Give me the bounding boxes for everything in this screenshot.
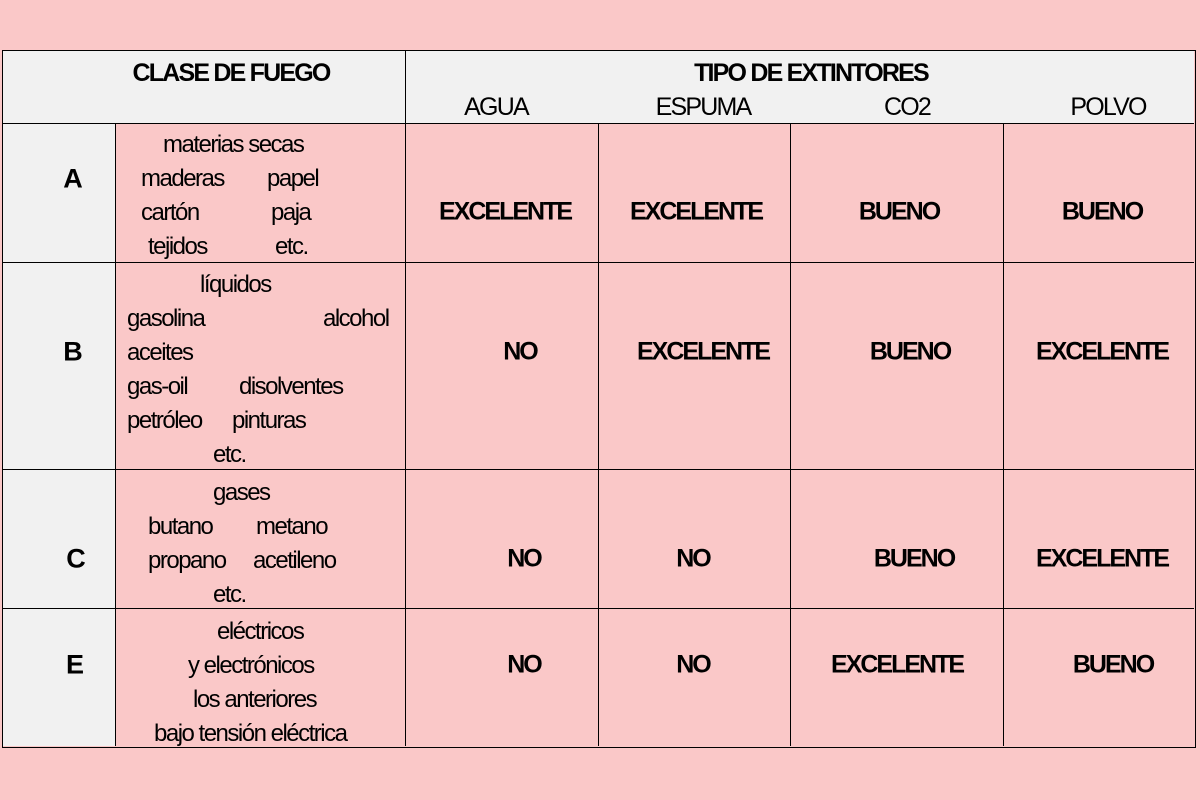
rating-a-espuma: EXCELENTE (629, 197, 763, 226)
col-divider-class (115, 123, 116, 746)
rating-c-espuma: NO (676, 544, 710, 573)
class-column-background (3, 123, 115, 746)
material-text: cartón (141, 199, 199, 226)
material-text: metano (256, 513, 328, 540)
rating-b-agua: NO (503, 337, 537, 366)
material-text: disolventes (239, 373, 343, 400)
col-divider-material (405, 51, 406, 746)
material-text: gas-oil (127, 373, 188, 400)
material-text: etc. (213, 441, 246, 468)
tipo-de-extintores-header: TIPO DE EXTINTORES (694, 59, 928, 87)
material-text: etc. (275, 233, 308, 260)
rating-b-espuma: EXCELENTE (636, 337, 770, 366)
rating-e-co2: EXCELENTE (830, 650, 964, 679)
material-text: bajo tensión eléctrica (154, 720, 347, 747)
material-text: gases (213, 479, 270, 506)
material-text: materias secas (163, 131, 304, 158)
rating-a-co2: BUENO (858, 197, 940, 226)
col-divider-espuma (790, 123, 791, 746)
material-text: acetileno (253, 547, 336, 574)
material-text: papel (267, 165, 319, 192)
class-label-a: A (63, 163, 83, 194)
rating-e-polvo: BUENO (1072, 650, 1154, 679)
rating-b-co2: BUENO (869, 337, 951, 366)
material-text: los anteriores (193, 686, 317, 713)
col-divider-agua (598, 123, 599, 746)
material-text: pinturas (232, 407, 306, 434)
rating-c-agua: NO (507, 544, 541, 573)
fire-extinguisher-table (2, 50, 1196, 748)
column-header-polvo: POLVO (1070, 93, 1146, 121)
material-text: gasolina (127, 305, 205, 332)
class-label-b: B (63, 336, 83, 367)
material-text: etc. (213, 581, 246, 608)
material-text: eléctricos (217, 618, 304, 645)
material-text: aceites (127, 339, 193, 366)
material-text: líquidos (200, 271, 271, 298)
rating-c-co2: BUENO (873, 544, 955, 573)
clase-de-fuego-header: CLASE DE FUEGO (132, 59, 330, 87)
column-header-agua: AGUA (464, 93, 528, 121)
class-label-e: E (65, 649, 85, 680)
material-text: paja (271, 199, 311, 226)
material-text: maderas (141, 165, 224, 192)
material-text: propano (148, 547, 226, 574)
class-label-c: C (66, 543, 86, 574)
material-text: alcohol (323, 305, 389, 332)
column-header-co2: CO2 (883, 93, 931, 121)
col-divider-co2 (1003, 123, 1004, 746)
material-text: y electrónicos (188, 652, 314, 679)
material-text: petróleo (127, 407, 202, 434)
material-text: tejidos (148, 233, 207, 260)
column-header-espuma: ESPUMA (655, 93, 751, 121)
rating-c-polvo: EXCELENTE (1035, 544, 1169, 573)
rating-e-espuma: NO (676, 650, 710, 679)
material-text: butano (148, 513, 213, 540)
rating-a-polvo: BUENO (1061, 197, 1143, 226)
rating-e-agua: NO (507, 650, 541, 679)
rating-a-agua: EXCELENTE (438, 197, 572, 226)
rating-b-polvo: EXCELENTE (1035, 337, 1169, 366)
